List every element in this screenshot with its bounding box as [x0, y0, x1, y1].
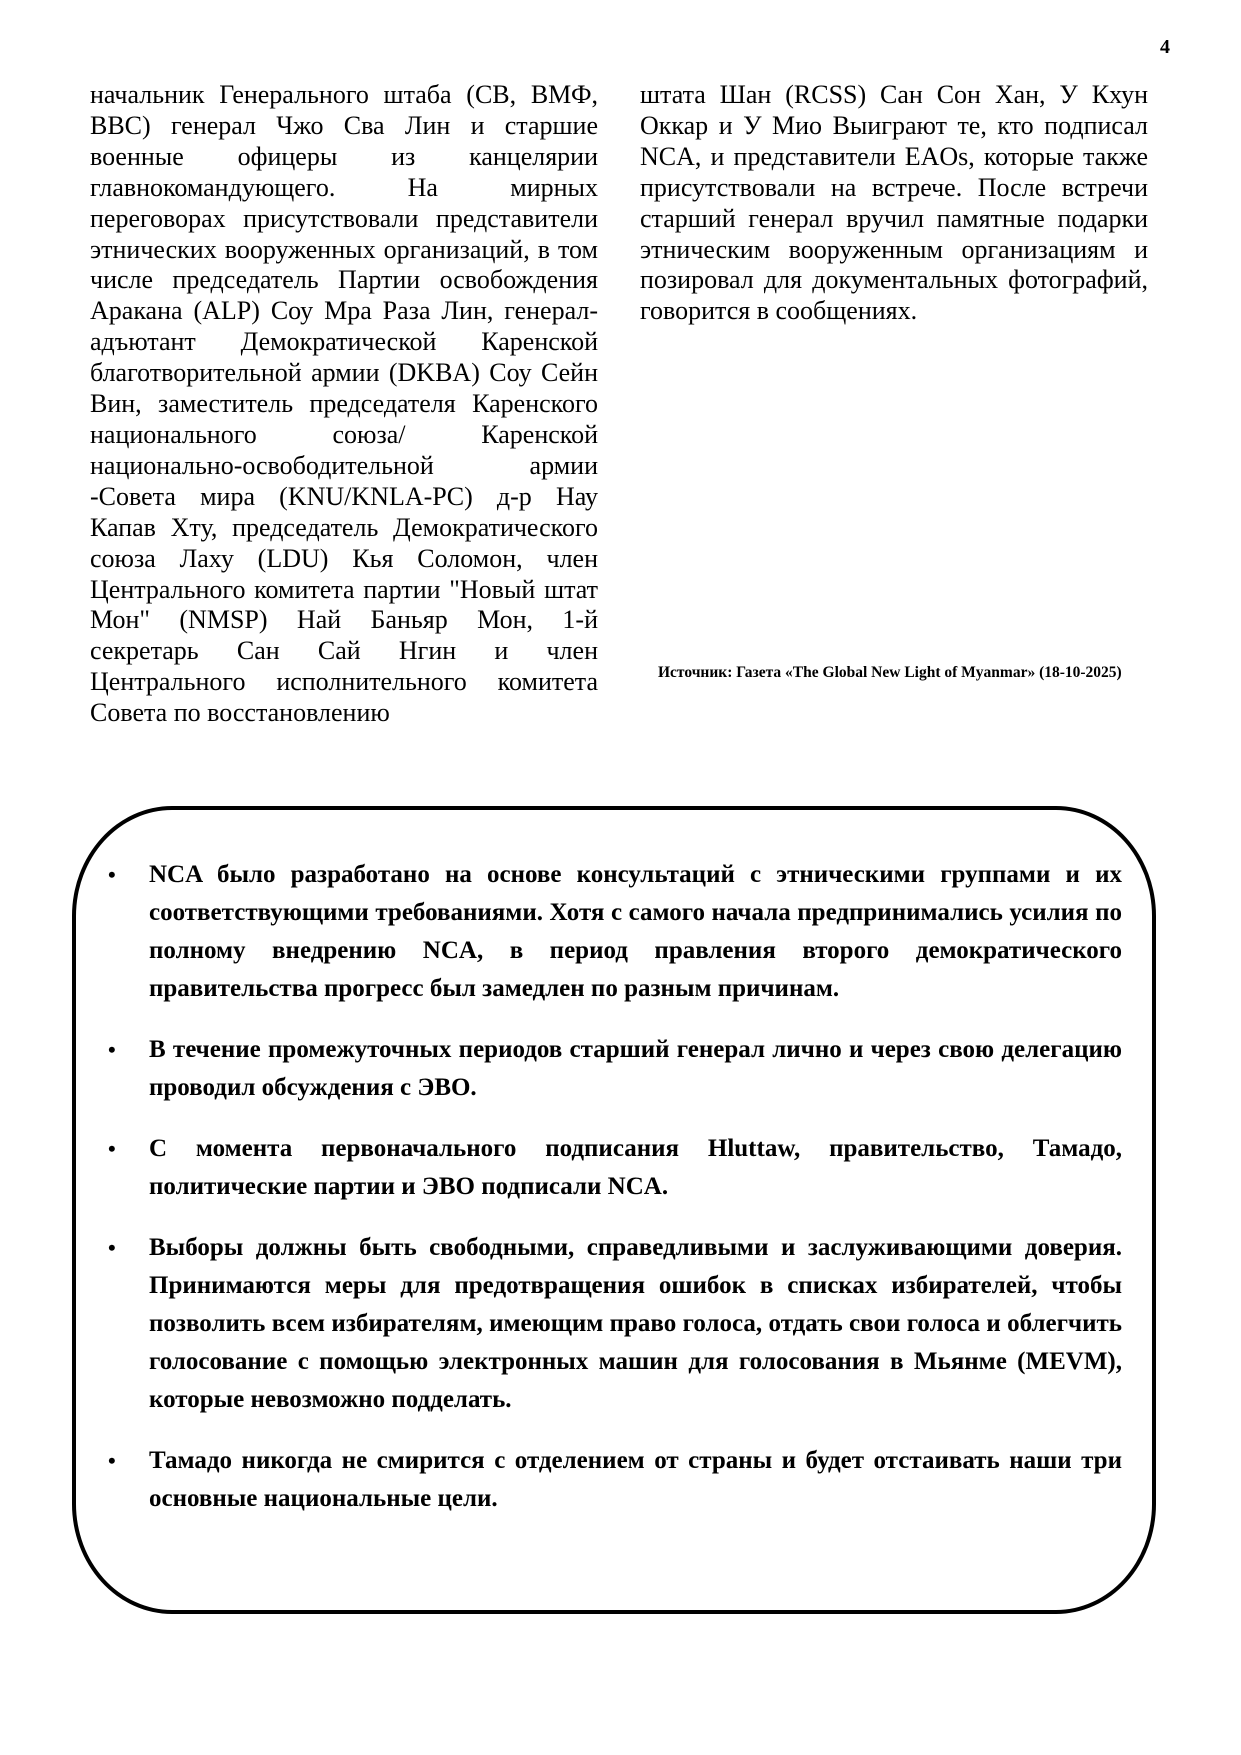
bullet-icon: •	[108, 1448, 116, 1473]
bullet-icon: •	[108, 862, 116, 887]
summary-list-item	[108, 1229, 1122, 1419]
source-citation: Источник: Газета «The Global New Light of Myanmar» (18-10-2025)	[658, 664, 1122, 681]
summary-item-text: С момента первоначального подписания Hluttaw, правительство, Тамадо, политические партии и ЭВО подписали NCA.	[149, 1135, 1122, 1200]
summary-bullet-list	[108, 856, 1122, 1541]
summary-item-text: Тамадо никогда не смирится с отделением от страны и будет отстаивать наши три основные национальные цели.	[149, 1447, 1122, 1512]
bullet-icon: •	[108, 1037, 116, 1062]
bullet-icon: •	[108, 1136, 116, 1161]
bullet-icon: •	[108, 1235, 116, 1260]
summary-list-item	[108, 1442, 1122, 1518]
article-paragraph-right: штата Шан (RCSS) Сан Сон Хан, У Кхун Оккар и У Мио Выиграют те, кто подписал NCA, и представители EAOs, которые также присутствовали на встрече. После встречи старший генерал вручил памятные подарки этническим вооруженным организациям и позировал для документальных фотографий, говорится в сообщениях.	[640, 80, 1148, 326]
summary-list-item	[108, 856, 1122, 1008]
article-left-column	[90, 80, 598, 729]
article-paragraph-left: начальник Генерального штаба (СВ, ВМФ, ВВС) генерал Чжо Сва Лин и старшие военные офицеры из канцелярии главнокомандующего. На мирных переговорах присутствовали представители этнических вооруженных организаций, в том числе председатель Партии освобождения Аракана (ALP) Соу Мра Раза Лин, генерал-адъютант Демократической Каренской благотворительной армии (DKBA) Соу Сейн Вин, заместитель председателя Каренского национального союза/ Каренской национально-освободительной армии -Совета мира (KNU/KNLA-PC) д-р Нау Капав Хту, председатель Демократического союза Лаху (LDU) Кья Соломон, член Центрального комитета партии "Новый штат Мон" (NMSP) Най Баньяр Мон, 1-й секретарь Сан Сай Нгин и член Центрального исполнительного комитета Совета по восстановлению	[90, 80, 598, 728]
summary-list-item	[108, 1130, 1122, 1206]
summary-item-text: Выборы должны быть свободными, справедливыми и заслуживающими доверия. Принимаются меры для предотвращения ошибок в списках избирателей, чтобы позволить всем избирателям, имеющим право голоса, отдать свои голоса и облегчить голосование с помощью электронных машин для голосования в Мьянме (MEVM), которые невозможно подделать.	[149, 1234, 1122, 1413]
summary-list-item	[108, 1031, 1122, 1107]
page-number: 4	[1160, 36, 1170, 58]
summary-item-text: NCA было разработано на основе консультаций с этническими группами и их соответствующими требованиями. Хотя с самого начала предпринимались усилия по полному внедрению NCA, в период правления второго демократического правительства прогресс был замедлен по разным причинам.	[149, 861, 1122, 1002]
article-right-column	[640, 80, 1148, 327]
summary-item-text: В течение промежуточных периодов старший генерал лично и через свою делегацию проводил обсуждения с ЭВО.	[149, 1036, 1122, 1101]
